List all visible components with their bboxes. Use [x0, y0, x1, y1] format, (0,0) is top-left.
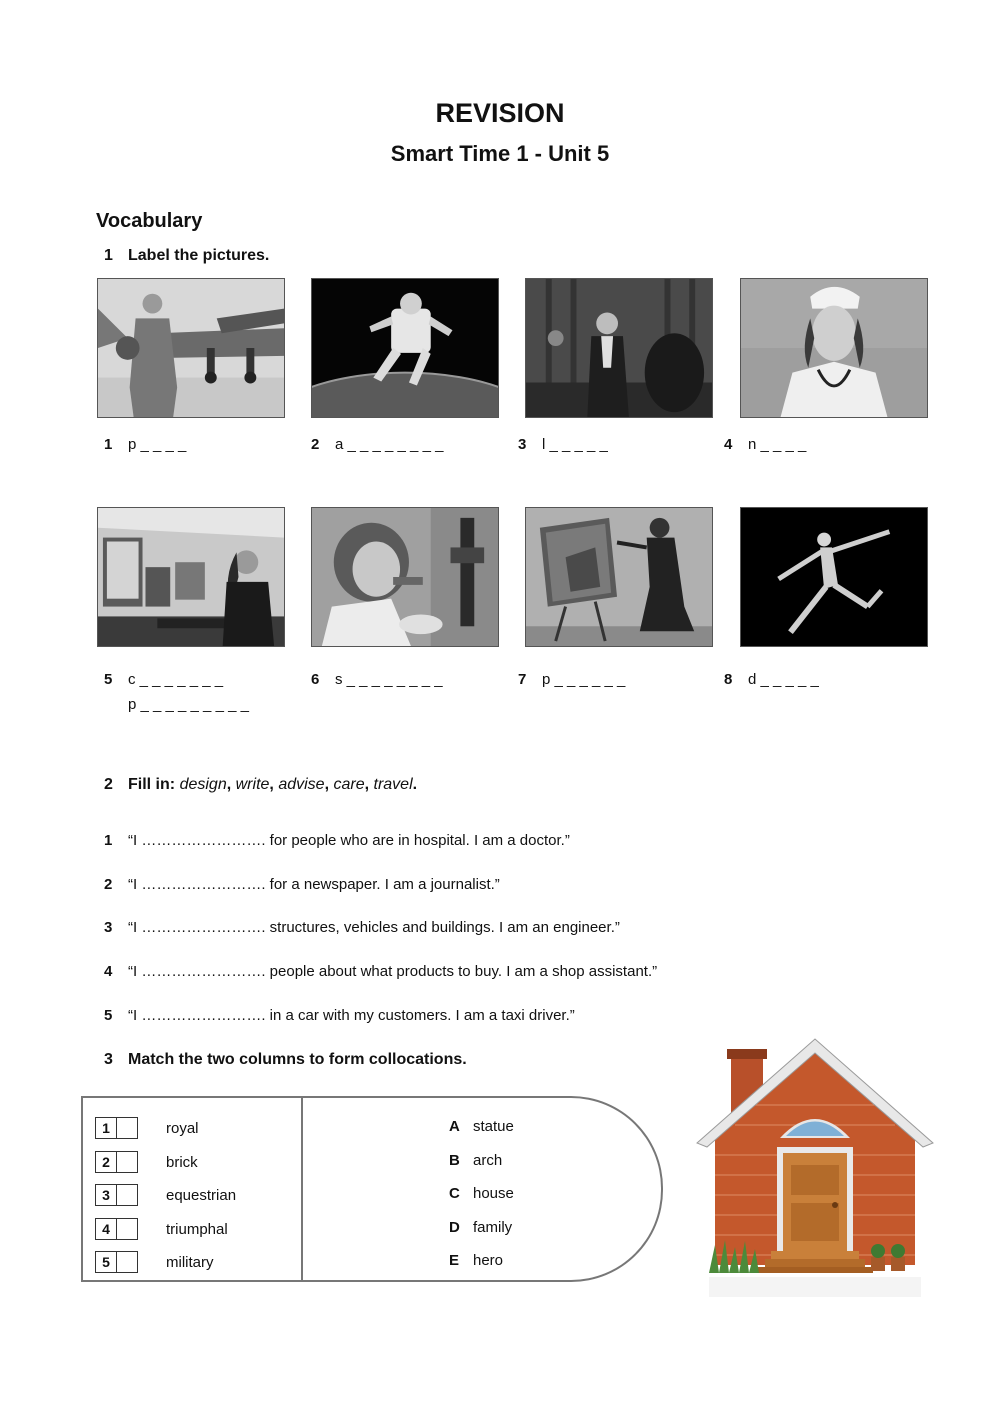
word-bank-word: advise [278, 776, 325, 793]
answer-hint[interactable]: p _ _ _ _ [128, 436, 187, 453]
label-item-1: 1 p _ _ _ _ [104, 436, 187, 453]
answer-hint[interactable]: n _ _ _ _ [748, 436, 807, 453]
answer-hint[interactable]: d _ _ _ _ _ [748, 671, 819, 688]
worksheet-title: REVISION [435, 98, 565, 128]
match-right-row: A statue [449, 1118, 514, 1135]
label-item-6: 6 s _ _ _ _ _ _ _ _ [311, 671, 443, 688]
label-item-4: 4 n _ _ _ _ [724, 436, 807, 453]
fill-in-sentence[interactable]: 2 “I ……………………. for a newspaper. I am a journalist.” [104, 876, 500, 893]
exercise-3-heading: 3 Match the two columns to form collocations. [104, 1051, 467, 1068]
answer-hint[interactable]: c _ _ _ _ _ _ _ [128, 671, 224, 688]
exercise-instruction: Label the pictures. [128, 247, 270, 264]
answer-hint[interactable]: p _ _ _ _ _ _ [542, 671, 626, 688]
answer-hint[interactable]: l _ _ _ _ _ [542, 436, 608, 453]
answer-hint[interactable]: a _ _ _ _ _ _ _ _ [335, 436, 444, 453]
match-left-column [81, 1096, 303, 1282]
painter-photo [525, 507, 713, 647]
lawyer-photo [525, 278, 713, 418]
match-left-row: 1 royal [95, 1115, 199, 1141]
fill-in-sentence[interactable]: 5 “I ……………………. in a car with my customers. I am a taxi driver.” [104, 1007, 575, 1024]
label-item-8: 8 d _ _ _ _ _ [724, 671, 819, 688]
section-heading-vocabulary: Vocabulary [96, 210, 203, 232]
scientist-photo [311, 507, 499, 647]
brick-house-illustration [695, 1035, 935, 1310]
match-right-row: B arch [449, 1152, 503, 1169]
label-item-5-line-2[interactable]: p _ _ _ _ _ _ _ _ _ [128, 696, 249, 713]
match-right-column [303, 1096, 663, 1282]
match-right-row: D family [449, 1219, 513, 1236]
astronaut-photo [311, 278, 499, 418]
exercise-number: 1 [104, 247, 113, 264]
answer-box[interactable] [116, 1184, 138, 1206]
word-bank-word: design [179, 776, 227, 793]
answer-hint[interactable]: s _ _ _ _ _ _ _ _ [335, 671, 443, 688]
match-left-row: 3 equestrian [95, 1182, 236, 1208]
answer-box[interactable] [116, 1151, 138, 1173]
dancer-photo [740, 507, 928, 647]
exercise-1-heading [104, 247, 269, 265]
label-item-7: 7 p _ _ _ _ _ _ [518, 671, 626, 688]
word-bank-word: write [235, 776, 270, 793]
answer-box[interactable] [116, 1218, 138, 1240]
computer-programmer-photo [97, 507, 285, 647]
word-bank-word: travel [373, 776, 413, 793]
exercise-2-heading: 2 Fill in: design, write, advise, care, travel. [104, 776, 418, 793]
pilot-photo [97, 278, 285, 418]
nurse-photo [740, 278, 928, 418]
match-left-row: 4 triumphal [95, 1216, 228, 1242]
answer-box[interactable] [116, 1251, 138, 1273]
word-bank-word: care [333, 776, 365, 793]
answer-box[interactable] [116, 1117, 138, 1139]
worksheet-subtitle: Smart Time 1 - Unit 5 [390, 141, 610, 166]
match-left-row: 2 brick [95, 1149, 198, 1175]
match-left-row: 5 military [95, 1249, 214, 1275]
fill-in-sentence[interactable]: 3 “I ……………………. structures, vehicles and buildings. I am an engineer.” [104, 919, 620, 936]
label-item-2: 2 a _ _ _ _ _ _ _ _ [311, 436, 444, 453]
label-item-3: 3 l _ _ _ _ _ [518, 436, 608, 453]
match-right-row: C house [449, 1185, 514, 1202]
fill-in-sentence[interactable]: 4 “I ……………………. people about what products to buy. I am a shop assistant.” [104, 963, 658, 980]
match-right-row: E hero [449, 1252, 504, 1269]
label-item-5: 5 c _ _ _ _ _ _ _ [104, 671, 224, 688]
fill-in-sentence[interactable]: 1 “I ……………………. for people who are in hospital. I am a doctor.” [104, 832, 570, 849]
